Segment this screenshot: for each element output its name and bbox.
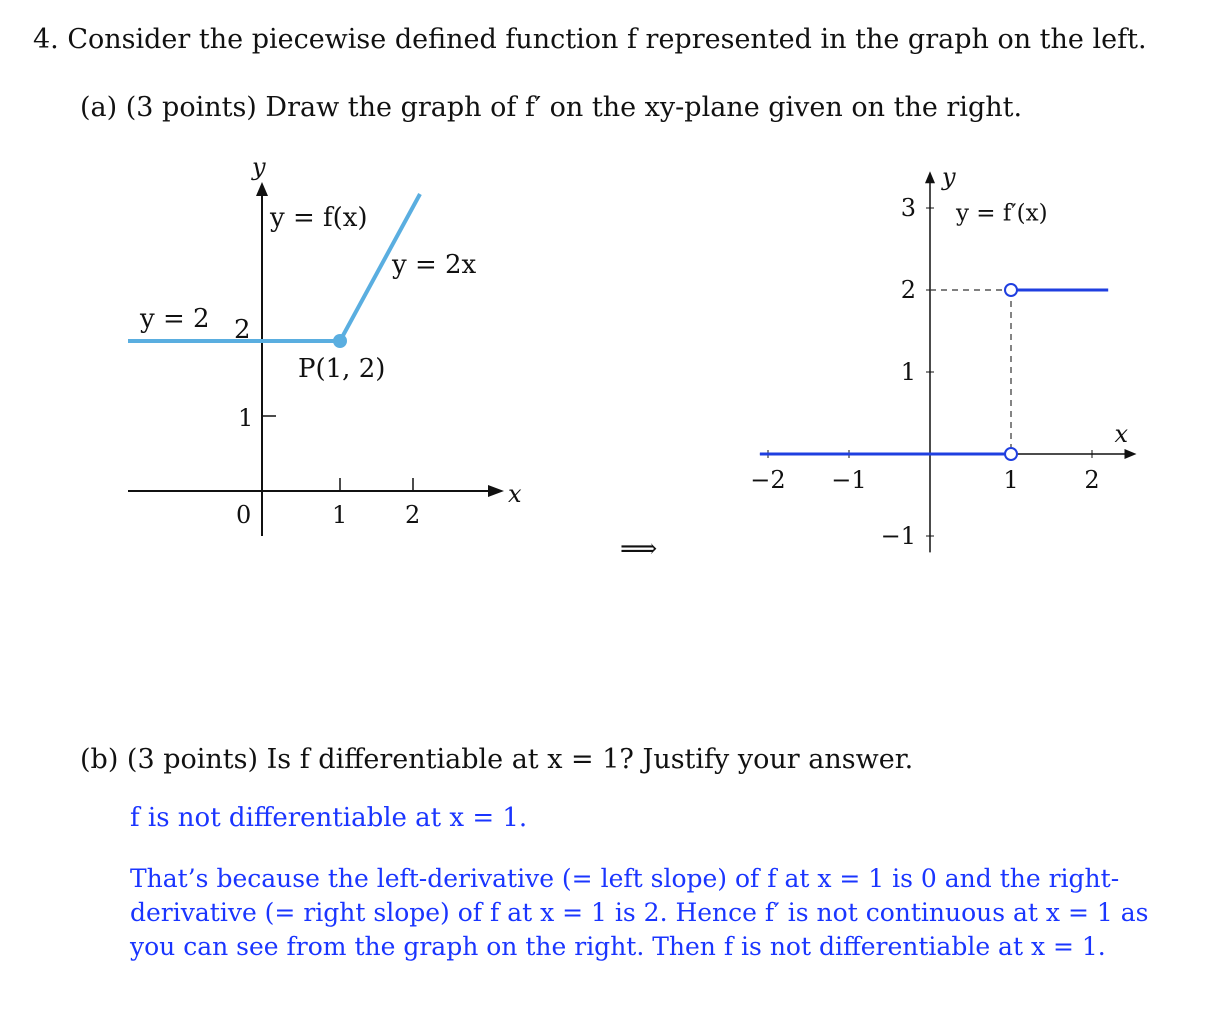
chart-title: y = f′(x) xyxy=(956,200,1048,227)
chart-y-label: y xyxy=(942,163,956,192)
question-title: 4. Consider the piecewise defined function f represented in the graph on the left. xyxy=(33,24,1147,55)
chart-open-point xyxy=(1005,284,1017,296)
left-tick-label-y1: 1 xyxy=(238,404,254,432)
left-origin-label: 0 xyxy=(236,501,252,529)
chart-y-tick-label: −1 xyxy=(880,522,916,550)
implies-arrow: ⟹ xyxy=(620,534,658,564)
chart-open-point xyxy=(1005,448,1017,460)
chart-x-label: x xyxy=(1114,420,1129,448)
left-function-label: y = f(x) xyxy=(270,203,368,233)
left-y-arrow-icon xyxy=(256,182,268,196)
chart-y-tick-label: 2 xyxy=(900,276,916,304)
left-point-p xyxy=(333,334,347,348)
left-graph xyxy=(128,153,522,536)
left-point-label: P(1, 2) xyxy=(298,354,386,384)
answer-paragraph: That’s because the left-derivative (= left slope) of f at x = 1 is 0 and the right-derivative (= right slope) of f at x = 1 is 2. Hence f′ is not continuous at x = 1 as you can see from the graph on the right. Then f is not differentiable at x = 1. xyxy=(130,864,1149,961)
chart-y-tick-label: 3 xyxy=(900,194,916,222)
left-line-label: y = 2x xyxy=(392,250,477,280)
left-tick-label-y2: 2 xyxy=(234,315,251,345)
chart-y-arrow-icon xyxy=(925,171,935,183)
question-part-b: (b) (3 points) Is f differentiable at x = 1? Justify your answer. xyxy=(80,744,914,775)
question-part-a: (a) (3 points) Draw the graph of f′ on the xy-plane given on the right. xyxy=(80,92,1023,123)
left-tick-label-x1: 1 xyxy=(332,501,348,529)
left-x-arrow-icon xyxy=(488,485,504,497)
chart-x-tick-label: −2 xyxy=(750,466,786,494)
left-x-label: x xyxy=(508,480,522,508)
left-tick-label-x2: 2 xyxy=(405,501,421,529)
chart-y-tick-label: 1 xyxy=(900,358,916,386)
chart-x-tick-label: 2 xyxy=(1084,466,1100,494)
left-const-label: y = 2 xyxy=(140,304,210,334)
chart-x-tick-label: 1 xyxy=(1003,466,1019,494)
chart-x-arrow-icon xyxy=(1125,449,1137,459)
derivative-chart xyxy=(750,163,1136,552)
answer-line-1: f is not differentiable at x = 1. xyxy=(130,803,528,833)
left-y-label: y xyxy=(252,153,266,181)
chart-x-tick-label: −1 xyxy=(831,466,867,494)
